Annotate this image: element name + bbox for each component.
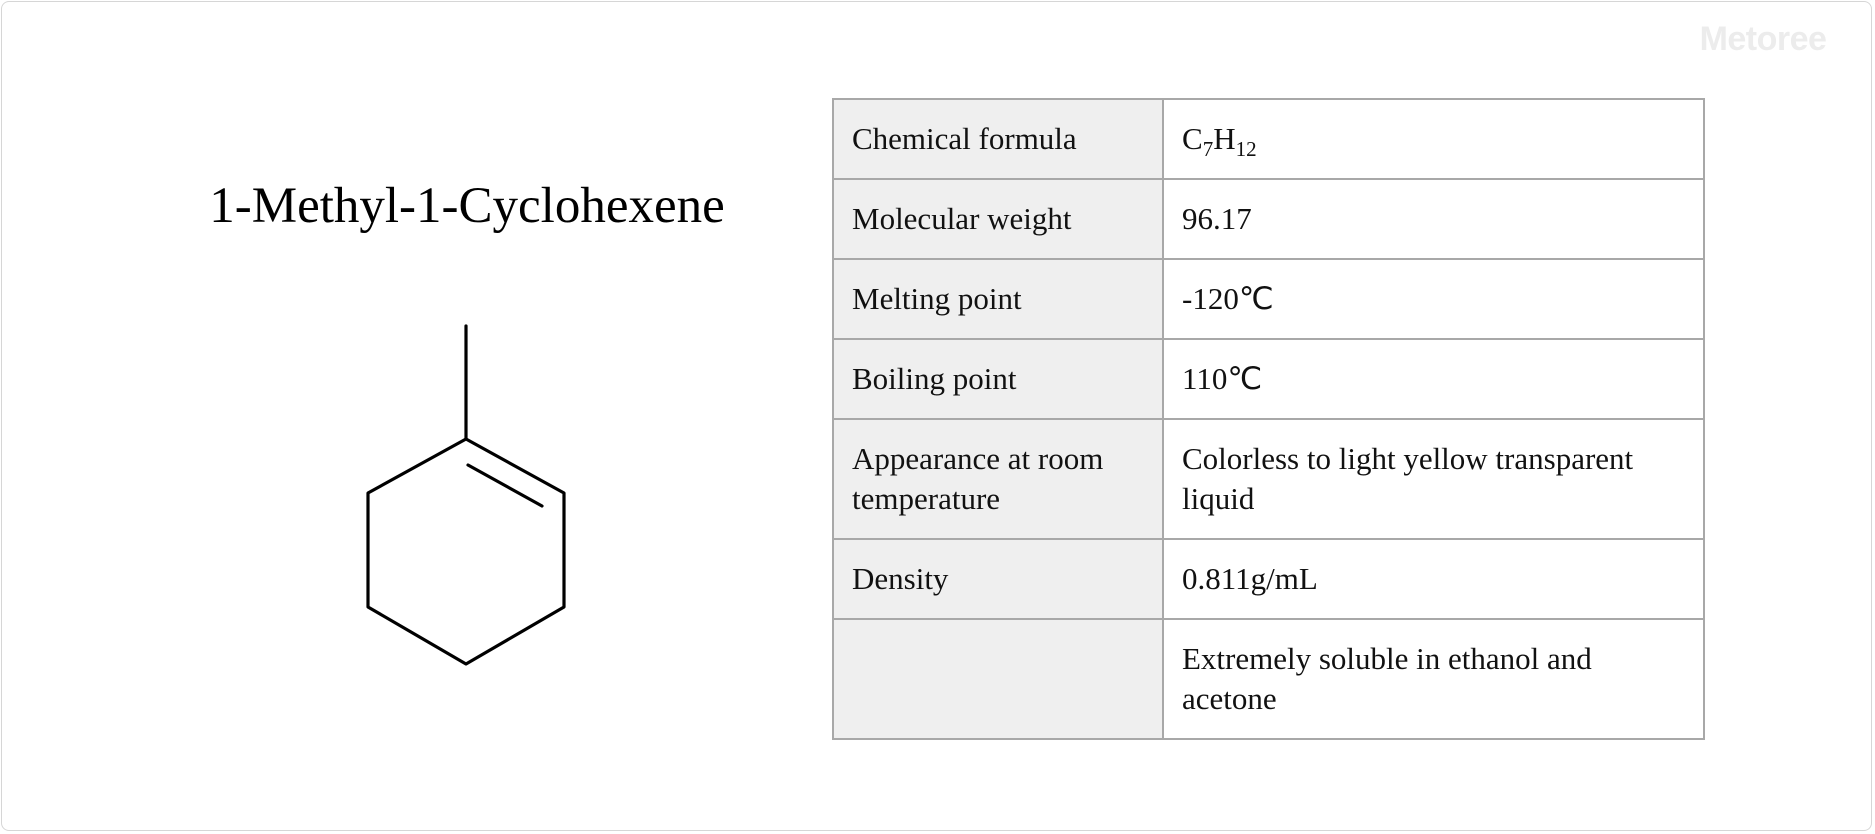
properties-table — [832, 98, 1705, 740]
formula-element-c: C — [1182, 121, 1203, 156]
row-value: Colorless to light yellow transparent liquid — [1163, 419, 1704, 539]
row-label: Density — [833, 539, 1163, 619]
content-card — [1, 1, 1872, 831]
cyclohexene-ring — [368, 439, 564, 664]
table-row-melting-point — [833, 259, 1704, 339]
table-row-boiling-point — [833, 339, 1704, 419]
row-label: Chemical formula — [833, 99, 1163, 179]
row-label: Melting point — [833, 259, 1163, 339]
formula-subscript-7: 7 — [1202, 137, 1214, 161]
table-row-chemical-formula — [833, 99, 1704, 179]
metoree-watermark-logo: Metoree — [1699, 20, 1827, 58]
row-label: Appearance at room temperature — [833, 419, 1163, 539]
row-label: Molecular weight — [833, 179, 1163, 259]
row-value: Extremely soluble in ethanol and acetone — [1163, 619, 1704, 739]
formula-subscript-12: 12 — [1235, 137, 1257, 161]
table-row-appearance — [833, 419, 1704, 539]
row-value: 110℃ — [1163, 339, 1704, 419]
row-label: Boiling point — [833, 339, 1163, 419]
table-row-solubility — [833, 619, 1704, 739]
formula-element-h: H — [1213, 121, 1236, 156]
structural-formula-diagram — [342, 312, 602, 692]
row-value-formula — [1163, 99, 1704, 179]
table-row-molecular-weight — [833, 179, 1704, 259]
row-value: 0.811g/mL — [1163, 539, 1704, 619]
row-value: 96.17 — [1163, 179, 1704, 259]
table-row-density — [833, 539, 1704, 619]
compound-name-title: 1-Methyl-1-Cyclohexene — [209, 178, 725, 234]
row-label — [833, 619, 1163, 739]
row-value: -120℃ — [1163, 259, 1704, 339]
double-bond-inner-line — [468, 465, 542, 506]
